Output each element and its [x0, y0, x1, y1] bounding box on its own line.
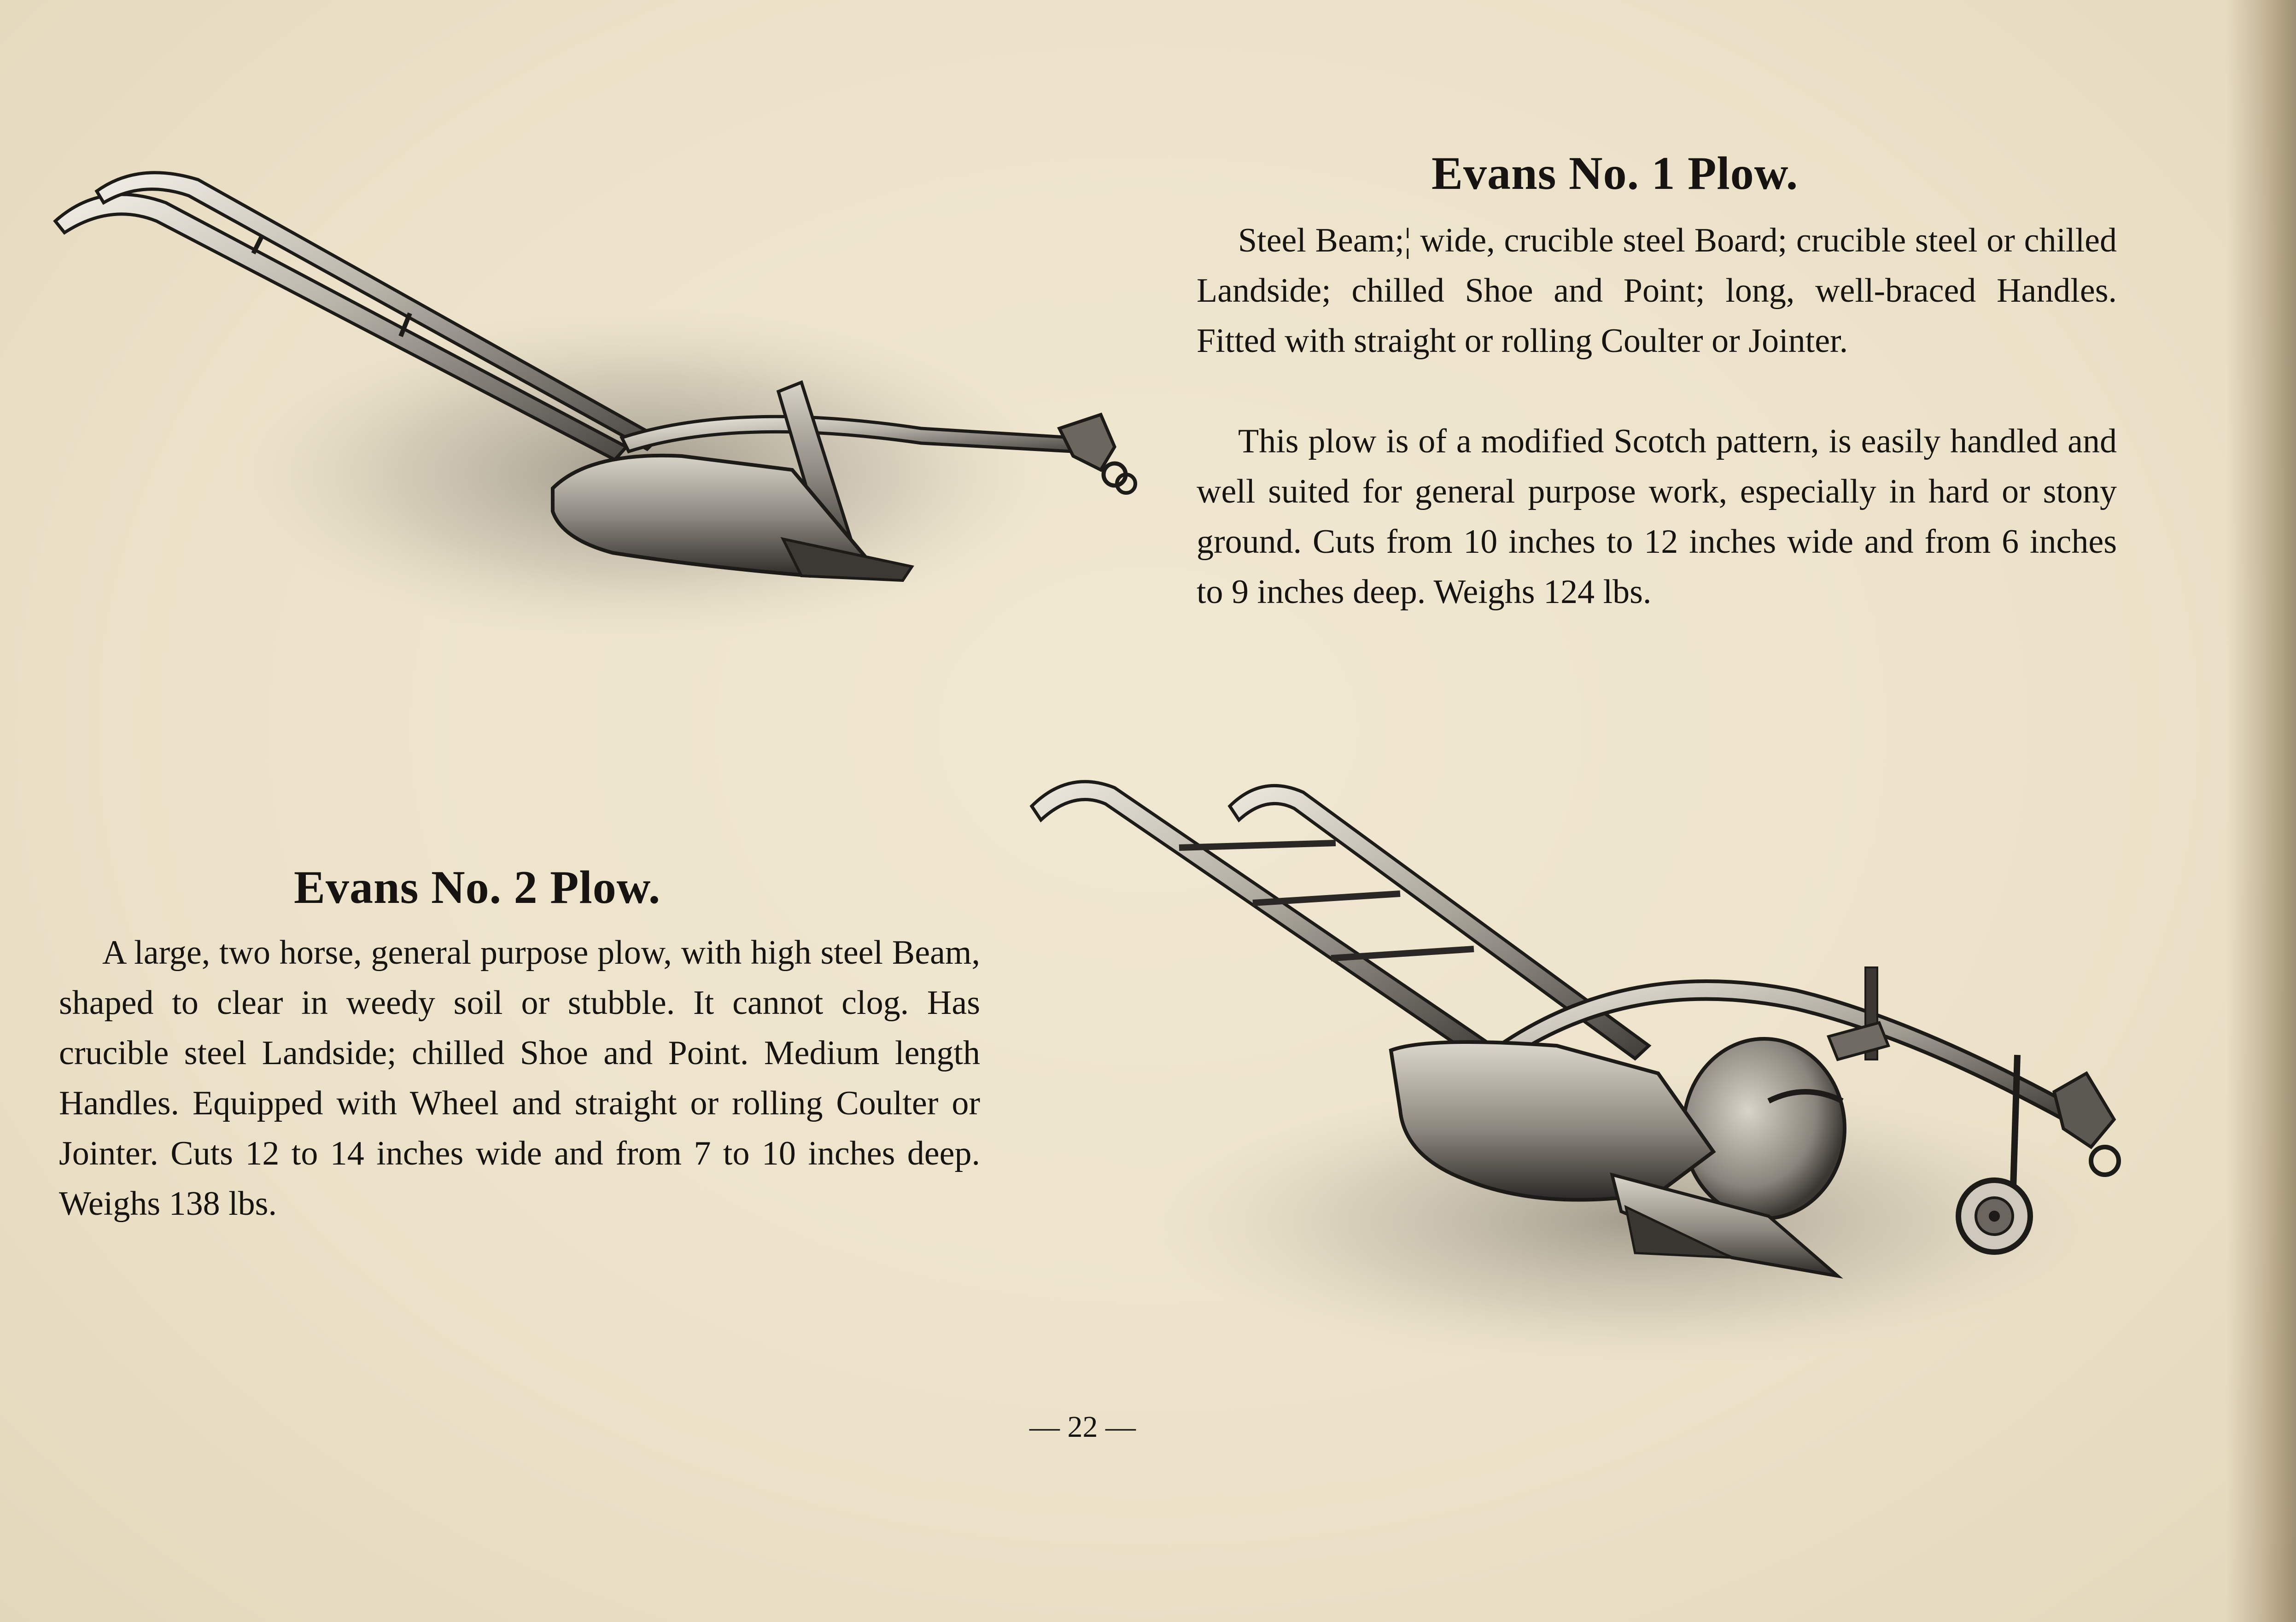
plow-1-description-text: Steel Beam;¦ wide, crucible steel Board; crucible steel or chilled Landside; chilled Shoe and Point; long, well-braced Handles. Fitted with straight or rolling Coulter or Jointer. — [1197, 222, 2117, 360]
plow-1-details-text: This plow is of a modified Scotch pattern, is easily handled and well suited for general purpose work, especially in hard or stony ground. Cuts from 10 inches to 12 inches wide and from 6 inches to 9 inches deep. Weighs 124 lbs. — [1197, 422, 2117, 611]
page-edge-shadow — [2227, 0, 2296, 1622]
page-number: — 22 — — [1029, 1410, 1136, 1444]
plow-1-illustration — [46, 152, 1179, 691]
plow-2-rolling-coulter — [1683, 1039, 1845, 1218]
plow-1-clevis — [1059, 415, 1135, 493]
plow-2-description-text: A large, two horse, general purpose plow, with high steel Beam, shaped to clear in weedy soil or stubble. It cannot clog. Has crucible steel Landside; chilled Shoe and Point. Medium length Handles. Equipped with Wheel and straight or rolling Coulter or Jointer. Cuts 12 to 14 inches wide and from 7 to 10 inches deep. Weighs 138 lbs. — [59, 934, 980, 1223]
plow-1-title: Evans No. 1 Plow. — [1431, 147, 1799, 199]
plow-1-description — [1197, 216, 2117, 366]
plow-1-details — [1197, 416, 2117, 617]
plow-2-handle-left — [1032, 782, 1492, 1060]
plow-2-description — [59, 928, 980, 1229]
plow-2-title: Evans No. 2 Plow. — [294, 861, 661, 913]
plow-2-illustration — [1013, 751, 2156, 1405]
